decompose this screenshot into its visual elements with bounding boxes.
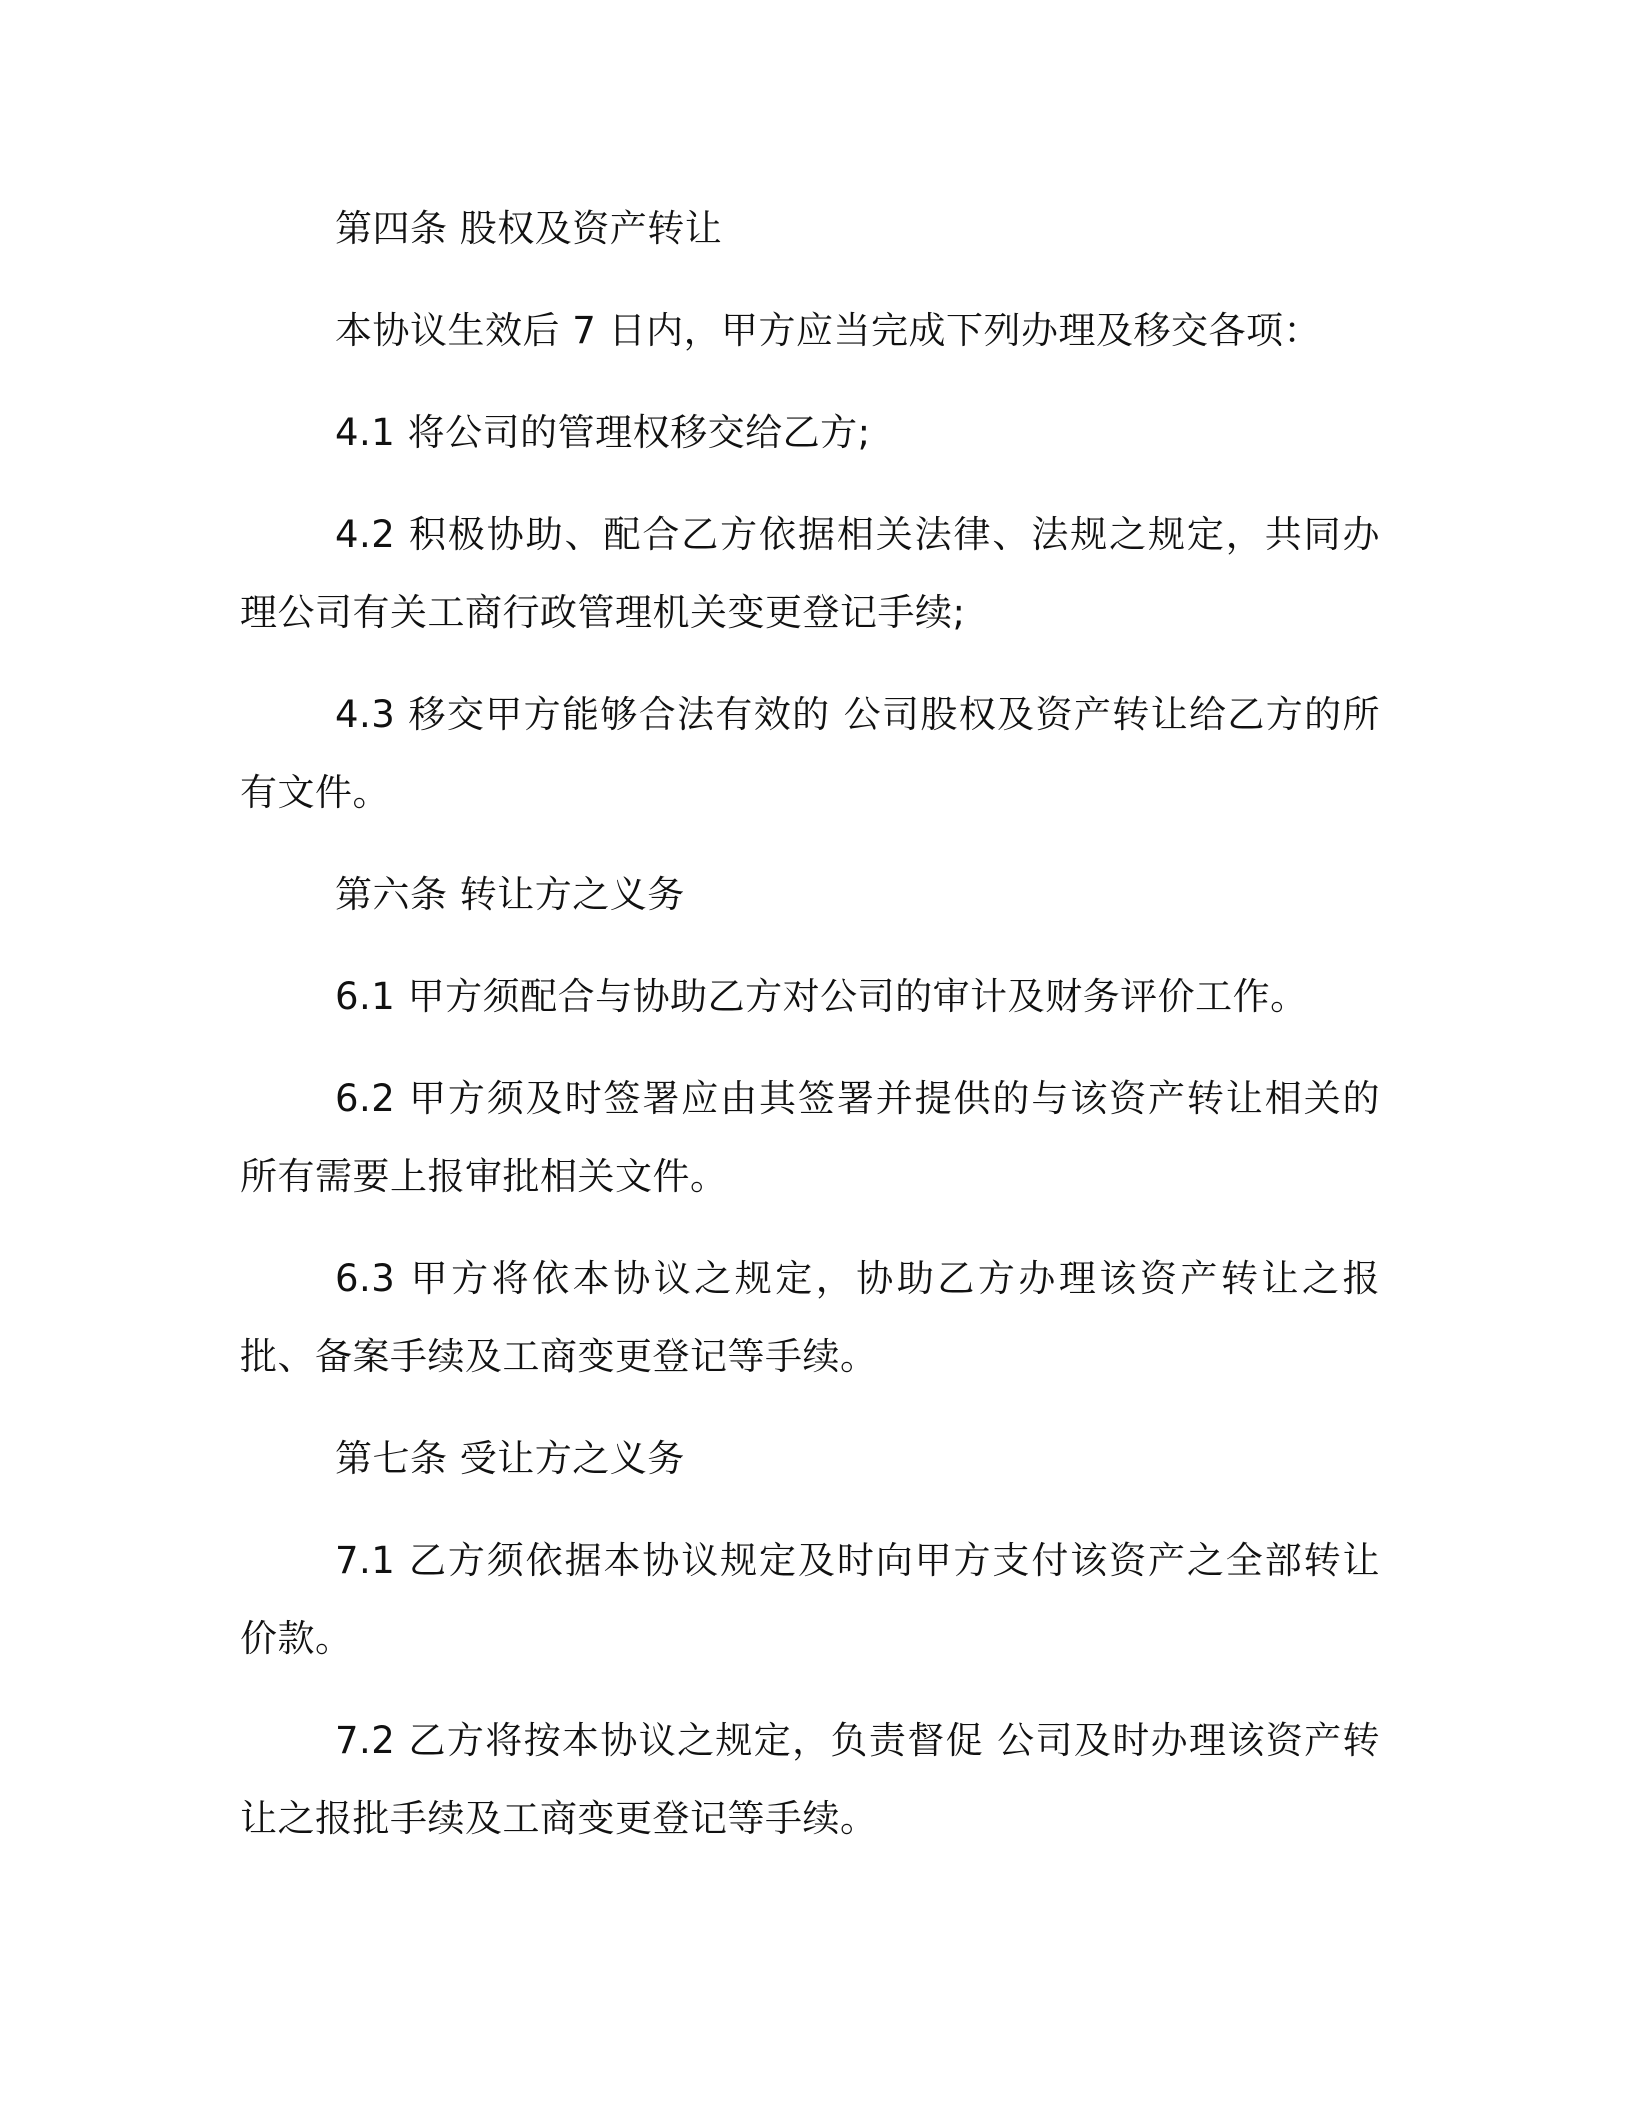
clause-6-2: 6.2 甲方须及时签署应由其签署并提供的与该资产转让相关的所有需要上报审批相关文件。 <box>240 1077 1380 1198</box>
section-heading: 第四条 股权及资产转让 <box>335 207 723 250</box>
clause-6-3: 6.3 甲方将依本协议之规定，协助乙方办理该资产转让之报批、备案手续及工商变更登记等手续。 <box>240 1257 1380 1378</box>
paragraph: 本协议生效后 7 日内，甲方应当完成下列办理及移交各项： <box>335 309 1322 352</box>
document-body <box>240 190 1380 1882</box>
clause-7-2: 7.2 乙方将按本协议之规定，负责督促 公司及时办理该资产转让之报批手续及工商变更登记等手续。 <box>240 1719 1380 1840</box>
section-7 <box>240 1420 1380 1858</box>
section-4 <box>240 190 1380 832</box>
section-heading: 第六条 转让方之义务 <box>335 873 685 916</box>
clause-4-3: 4.3 移交甲方能够合法有效的 公司股权及资产转让给乙方的所有文件。 <box>240 693 1380 814</box>
clause-4-1: 4.1 将公司的管理权移交给乙方; <box>335 411 871 454</box>
clause-4-2: 4.2 积极协助、配合乙方依据相关法律、法规之规定，共同办理公司有关工商行政管理机关变更登记手续; <box>240 513 1380 634</box>
section-heading: 第七条 受让方之义务 <box>335 1437 685 1480</box>
section-6 <box>240 856 1380 1396</box>
clause-6-1: 6.1 甲方须配合与协助乙方对公司的审计及财务评价工作。 <box>335 975 1308 1018</box>
clause-7-1: 7.1 乙方须依据本协议规定及时向甲方支付该资产之全部转让价款。 <box>240 1539 1380 1660</box>
